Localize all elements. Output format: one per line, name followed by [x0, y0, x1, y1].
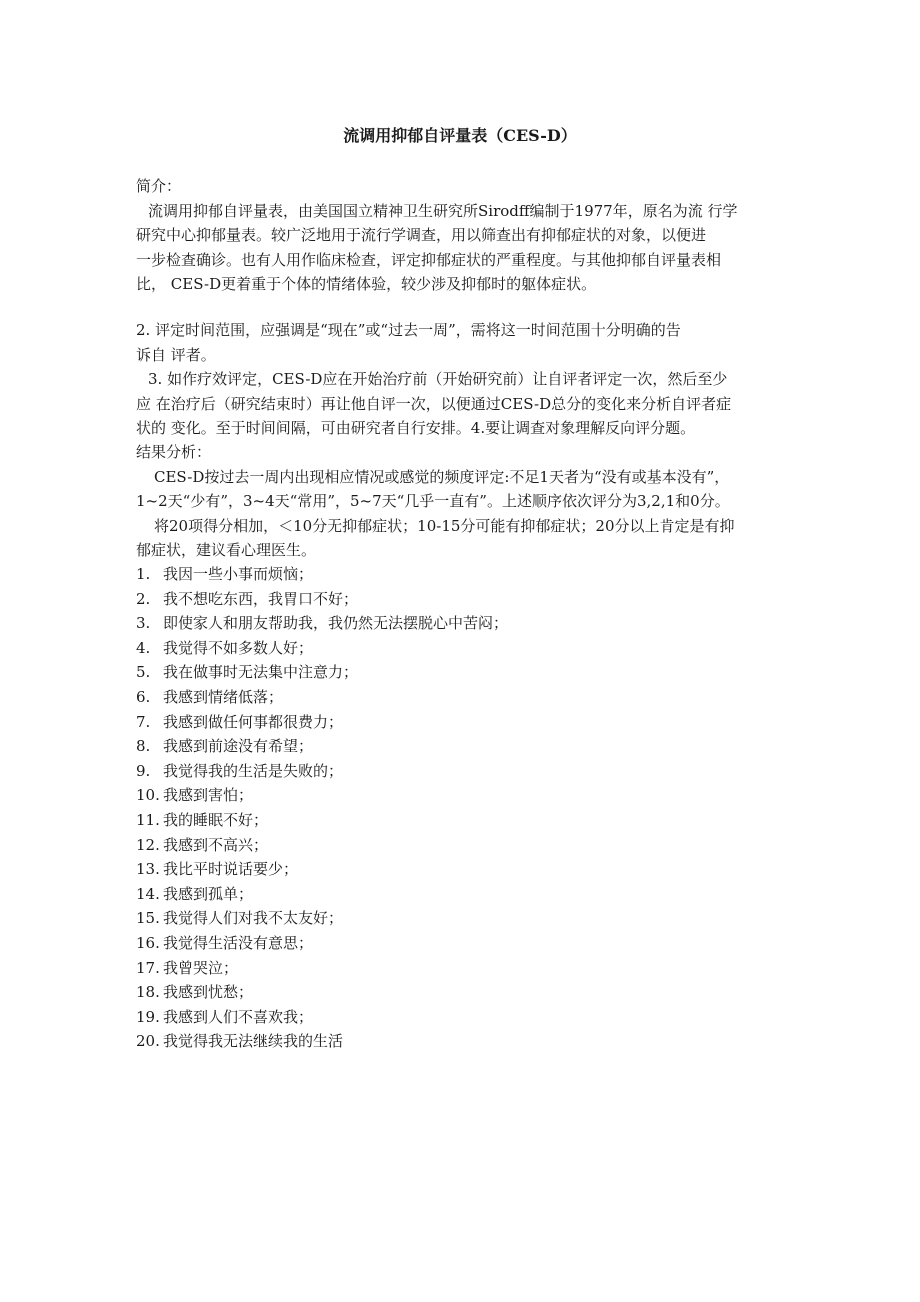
- item-number: 4.: [136, 638, 151, 657]
- list-item: [136, 734, 786, 759]
- item-text: 即使家人和朋友帮助我，我仍然无法摆脱心中苦闷；: [163, 614, 509, 633]
- item-text: 我感到做任何事都很费力；: [163, 712, 344, 731]
- note-line: 状的 变化。至于时间间隔，可由研究者自行安排。4.要让调查对象理解反向评分题。: [136, 419, 696, 437]
- list-item: [136, 660, 786, 685]
- list-item: [136, 857, 786, 882]
- item-text: 我感到害怕；: [163, 786, 254, 805]
- item-number: 9.: [136, 761, 151, 780]
- item-text: 我感到忧愁；: [163, 983, 254, 1002]
- item-text: 我感到孤单；: [163, 884, 254, 903]
- item-text: 我觉得我的生活是失败的；: [163, 761, 344, 780]
- note-line: 2. 评定时间范围，应强调是“现在”或“过去一周”，需将这一时间范围十分明确的告: [136, 321, 681, 339]
- item-number: 20.: [136, 1032, 160, 1051]
- item-number: 2.: [136, 589, 151, 608]
- item-text: 我感到人们不喜欢我；: [163, 1007, 314, 1026]
- intro-section: [136, 174, 786, 297]
- list-item: [136, 980, 786, 1005]
- item-text: 我因一些小事而烦恼；: [163, 565, 314, 583]
- intro-line: 比， CES-D更着重于个体的情绪体验，较少涉及抑郁时的躯体症状。: [136, 275, 597, 293]
- intro-line: 一步检查确诊。也有人用作临床检查，评定抑郁症状的严重程度。与其他抑郁自评量表相: [136, 250, 722, 269]
- item-text: 我觉得不如多数人好；: [163, 638, 314, 657]
- list-item: [136, 587, 786, 612]
- note-line: 诉自 评者。: [136, 345, 216, 364]
- analysis-line: 1~2天“少有”，3~4天“常用”，5~7天“几乎一直有”。上述顺序依次评分为3,2,1和0分。: [136, 492, 730, 510]
- list-item: [136, 956, 786, 981]
- note-line: 应 在治疗后（研究结束时）再让他自评一次，以便通过CES-D总分的变化来分析自评者症: [136, 394, 732, 413]
- item-number: 15.: [136, 909, 160, 928]
- item-text: 我不想吃东西，我胃口不好；: [163, 589, 359, 608]
- list-item: [136, 636, 786, 661]
- item-number: 10.: [136, 786, 160, 805]
- item-number: 17.: [136, 958, 160, 977]
- intro-heading: 简介：: [136, 177, 182, 195]
- item-text: 我在做事时无法集中注意力；: [163, 663, 359, 682]
- item-text: 我感到前途没有希望；: [163, 737, 314, 756]
- item-number: 12.: [136, 835, 160, 854]
- item-number: 11.: [136, 810, 160, 829]
- analysis-line: CES-D按过去一周内出现相应情况或感觉的频度评定:不足1天者为“没有或基本没有”，: [154, 467, 730, 486]
- item-number: 3.: [136, 614, 151, 633]
- list-item: [136, 931, 786, 956]
- note-line: 3. 如作疗效评定，CES-D应在开始治疗前（开始研究前）让自评者评定一次，然后至少: [148, 370, 728, 388]
- item-number: 1.: [136, 565, 151, 583]
- intro-line: 流调用抑郁自评量表，由美国国立精神卫生研究所Sirodff编制于1977年，原名为流 行学: [148, 201, 738, 220]
- list-item: [136, 710, 786, 735]
- list-item: [136, 882, 786, 907]
- list-item: [136, 759, 786, 784]
- item-number: 16.: [136, 933, 160, 952]
- analysis-section: [136, 440, 786, 563]
- analysis-line: 郁症状，建议看心理医生。: [136, 541, 317, 559]
- analysis-line: 将20项得分相加，＜10分无抑郁症状；10-15分可能有抑郁症状；20分以上肯定是有抑: [154, 516, 735, 535]
- item-text: 我觉得人们对我不太友好；: [163, 909, 344, 928]
- analysis-heading: 结果分析：: [136, 443, 212, 461]
- list-item: [136, 783, 786, 808]
- item-number: 13.: [136, 860, 160, 879]
- list-item: [136, 833, 786, 858]
- item-text: 我曾哭泣；: [163, 958, 239, 977]
- item-number: 5.: [136, 663, 151, 682]
- item-number: 19.: [136, 1007, 160, 1026]
- list-item: [136, 611, 786, 636]
- list-item: [136, 808, 786, 833]
- item-number: 8.: [136, 737, 151, 756]
- item-text: 我比平时说话要少；: [163, 860, 299, 879]
- questionnaire-items: [136, 562, 786, 1054]
- item-number: 14.: [136, 884, 160, 903]
- notes-section: [136, 318, 786, 441]
- item-number: 6.: [136, 687, 151, 706]
- item-number: 18.: [136, 983, 160, 1002]
- page-title: 流调用抑郁自评量表（CES-D）: [343, 126, 577, 145]
- list-item: [136, 562, 786, 587]
- list-item: [136, 1005, 786, 1030]
- intro-line: 研究中心抑郁量表。较广泛地用于流行学调查，用以筛查出有抑郁症状的对象，以便进: [136, 226, 707, 244]
- item-text: 我感到情绪低落；: [163, 687, 284, 706]
- list-item: [136, 1029, 786, 1054]
- list-item: [136, 685, 786, 710]
- list-item: [136, 906, 786, 931]
- item-number: 7.: [136, 712, 151, 731]
- item-text: 我觉得生活没有意思；: [163, 933, 314, 952]
- item-text: 我的睡眠不好；: [163, 810, 269, 829]
- item-text: 我感到不高兴；: [163, 835, 269, 854]
- item-text: 我觉得我无法继续我的生活: [163, 1032, 344, 1051]
